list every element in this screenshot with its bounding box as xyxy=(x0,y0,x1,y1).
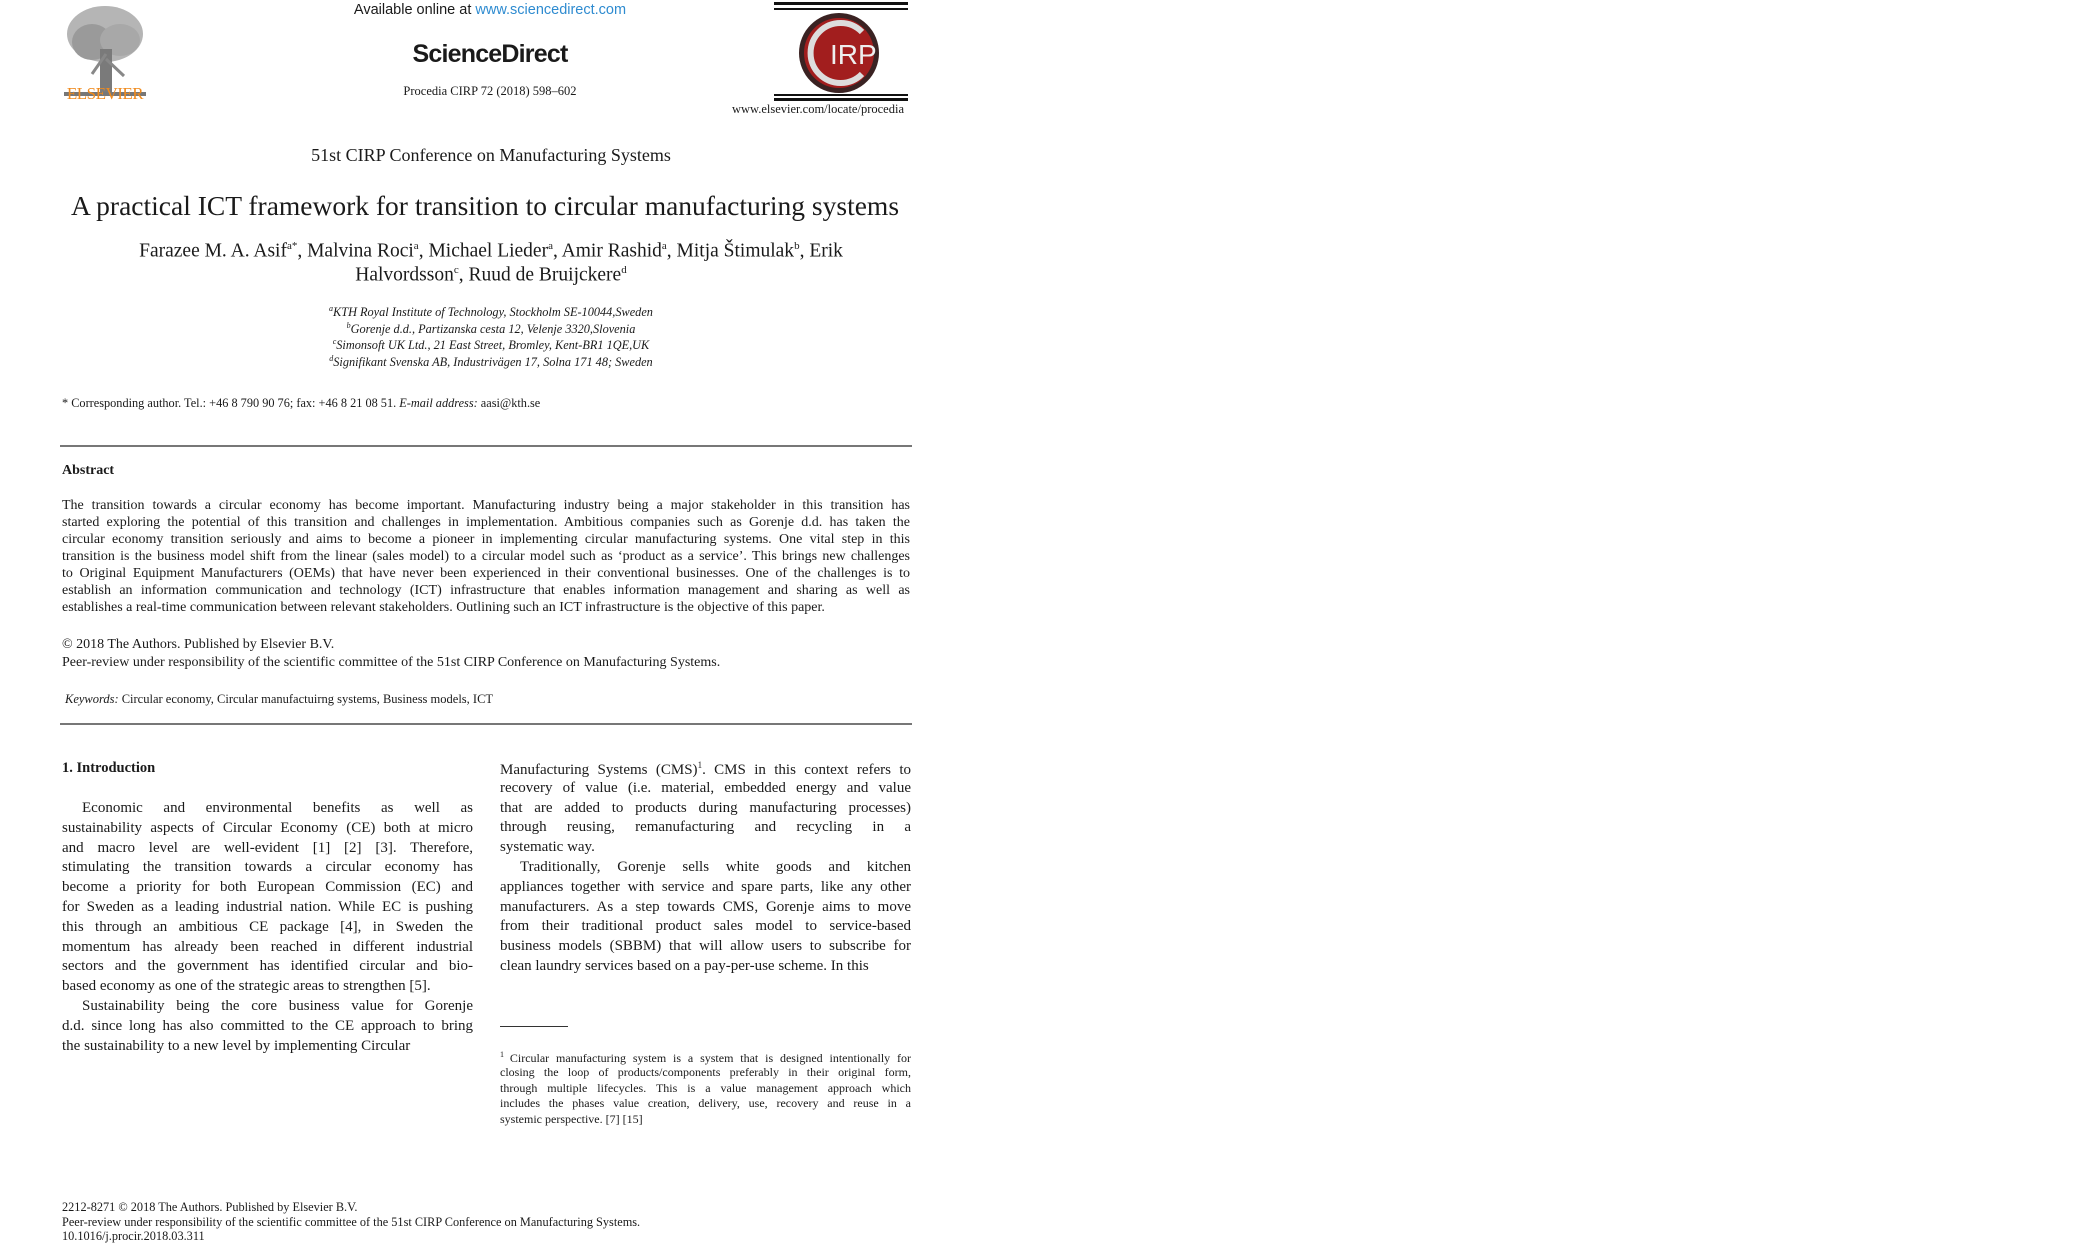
copyright: © 2018 The Authors. Published by Elsevier B.V. xyxy=(62,637,335,652)
divider xyxy=(60,445,912,447)
abstract-line: started exploring the potential of this transition and challenges in implementation. Ambitious companies such as Gorenje d.d. has taken the xyxy=(62,515,910,530)
body-line: the sustainability to a new level by implementing Circular xyxy=(62,1037,411,1054)
affiliation-marker: a xyxy=(413,240,419,252)
affiliation: $^a$KTH Royal Institute of Technology, Stockholm SE-10044,Sweden xyxy=(329,304,653,320)
sciencedirect-wordmark: ScienceDirect xyxy=(412,40,568,68)
author-line xyxy=(0,240,982,263)
abstract-line: establish an information communication and technology (ICT) infrastructure that enables information management and sharing as well as xyxy=(62,583,910,598)
body-line: Manufacturing Systems (CMS)$^1$. CMS in this context refers to xyxy=(500,760,911,778)
affiliation-marker: a* xyxy=(286,240,298,252)
body-line: sectors and the government has identified circular and bio- xyxy=(62,958,473,975)
body-line: based economy as one of the strategic areas to strengthen [5]. xyxy=(62,978,431,995)
keywords-list: Circular economy, Circular manufactuirng systems, Business models, ICT xyxy=(121,692,494,706)
abstract-line: The transition towards a circular economy has become important. Manufacturing industry being a major stakeholder in this transition has xyxy=(62,498,910,513)
body-line: this through an ambitious CE package [4], in Sweden the xyxy=(62,918,473,935)
body-line: for Sweden as a leading industrial nation. While EC is pushing xyxy=(62,899,473,915)
abstract-heading: Abstract xyxy=(62,463,115,478)
keywords-label: Keywords: xyxy=(65,692,119,706)
author-name: , Amir Rashid xyxy=(552,240,662,262)
peer-review: Peer-review under responsibility of the scientific committee of the 51st CIRP Conference on Manufacturing Systems. xyxy=(62,655,721,670)
affiliation: $^c$Simonsoft UK Ltd., 21 East Street, Bromley, Kent-BR1 1QE,UK xyxy=(332,337,650,353)
author-line xyxy=(0,264,982,287)
sciencedirect-link[interactable]: www.sciencedirect.com xyxy=(475,2,627,18)
author-name: Farazee M. A. Asif xyxy=(139,240,287,262)
footnote-marker[interactable]: 1 xyxy=(697,760,703,770)
affiliation: $^d$Signifikant Svenska AB, Industrivägen 17, Solna 171 48; Sweden xyxy=(329,353,653,369)
abstract-line: circular economy transition seriously and aims to become a pioneer in implementing circular manufacturing systems. One vital step in this xyxy=(62,532,910,547)
available-prefix: Available online at xyxy=(353,2,476,18)
affiliation-marker: a xyxy=(548,240,553,252)
elsevier-wordmark: ELSEVIER xyxy=(66,84,144,103)
affiliation-marker: c xyxy=(453,264,459,276)
author-name: , Michael Lieder xyxy=(418,240,549,262)
corresponding-text: * Corresponding author. Tel.: +46 8 790 90 76; fax: +46 8 21 08 51. xyxy=(62,396,400,410)
corresponding-author xyxy=(62,396,540,411)
body-line: systematic way. xyxy=(500,839,595,856)
body-line: that are added to products during manufacturing processes) xyxy=(500,799,911,816)
footnote-rule xyxy=(500,1026,568,1027)
author-name: , Erik xyxy=(799,240,843,262)
email-label: E-mail address: xyxy=(399,396,478,410)
body-line: from their traditional product sales model to service-based xyxy=(500,918,911,935)
footnote-line: systemic perspective. [7] [15] xyxy=(500,1111,643,1126)
abstract-line: establishes a real-time communication between relevant stakeholders. Outlining such an ICT infrastructure is the objective of this paper. xyxy=(62,600,825,615)
body-line: clean laundry services based on a pay-per-use scheme. In this xyxy=(500,958,869,974)
body-line: momentum has already been reached in different industrial xyxy=(62,938,473,955)
affiliation-marker: b xyxy=(794,240,800,252)
journal-citation: Procedia CIRP 72 (2018) 598–602 xyxy=(403,84,577,98)
body-line: Sustainability being the core business value for Gorenje xyxy=(82,998,473,1014)
available-online xyxy=(290,2,690,18)
paper-title: A practical ICT framework for transition to circular manufacturing systems xyxy=(70,190,900,221)
introduction-heading: 1. Introduction xyxy=(62,760,156,776)
author-name: , Ruud de Bruijckere xyxy=(458,264,622,286)
footer-line: 10.1016/j.procir.2018.03.311 xyxy=(62,1229,205,1243)
footer-line: Peer-review under responsibility of the scientific committee of the 51st CIRP Conference on Manufacturing Systems. xyxy=(62,1215,641,1229)
affiliation: $^b$Gorenje d.d., Partizanska cesta 12, Velenje 3320,Slovenia xyxy=(346,320,636,336)
author-name: Halvordsson xyxy=(355,264,454,286)
footer-line: 2212-8271 © 2018 The Authors. Published by Elsevier B.V. xyxy=(62,1200,358,1214)
body-line: manufacturers. As a step towards CMS, Gorenje aims to move xyxy=(500,898,911,915)
body-line: stimulating the transition towards a circular economy has xyxy=(62,859,473,876)
divider xyxy=(60,723,912,725)
author-name: , Mitja Štimulak xyxy=(666,240,795,262)
body-line: through reusing, remanufacturing and recycling in a xyxy=(500,819,911,836)
body-line: appliances together with service and spare parts, like any other xyxy=(500,878,911,895)
footnote-line: $^1$ Circular manufacturing system is a system that is designed intentionally for xyxy=(500,1050,912,1065)
cirp-logo xyxy=(774,2,908,102)
body-line: Traditionally, Gorenje sells white goods and kitchen xyxy=(520,859,911,875)
affiliation-marker: d xyxy=(621,264,627,276)
body-line: and macro level are well-evident [1] [2] [3]. Therefore, xyxy=(62,839,473,856)
footnote-line: includes the phases value creation, delivery, use, recovery and reuse in a xyxy=(500,1096,911,1111)
email-address[interactable]: aasi@kth.se xyxy=(480,396,541,410)
abstract-line: transition is the business model shift from the linear (sales model) to a circular model such as ‘product as a service’. This brings new challenges xyxy=(62,549,910,564)
conference-name: 51st CIRP Conference on Manufacturing Systems xyxy=(311,145,671,165)
keywords xyxy=(65,692,493,707)
journal-url[interactable]: www.elsevier.com/locate/procedia xyxy=(731,102,904,116)
body-line: business models (SBBM) that will allow users to subscribe for xyxy=(500,938,911,955)
body-line: d.d. since long has also committed to the CE approach to bring xyxy=(62,1017,473,1034)
body-line: Economic and environmental benefits as well as xyxy=(82,800,473,816)
footnote-line: closing the loop of products/components preferably in their original form, xyxy=(500,1065,911,1080)
body-line: sustainability aspects of Circular Economy (CE) both at micro xyxy=(62,819,473,836)
body-line: recovery of value (i.e. material, embedded energy and value xyxy=(500,779,911,796)
abstract-line: to Original Equipment Manufacturers (OEMs) that have never been experienced in their conventional businesses. One of the challenges is to xyxy=(62,566,910,581)
body-line: become a priority for both European Commission (EC) and xyxy=(62,879,473,896)
cirp-logo-text: IRP xyxy=(830,39,877,70)
affiliation-marker: a xyxy=(661,240,667,252)
author-name: , Malvina Roci xyxy=(297,240,414,262)
footnote-line: through multiple lifecycles. This is a value management approach which xyxy=(500,1080,911,1095)
